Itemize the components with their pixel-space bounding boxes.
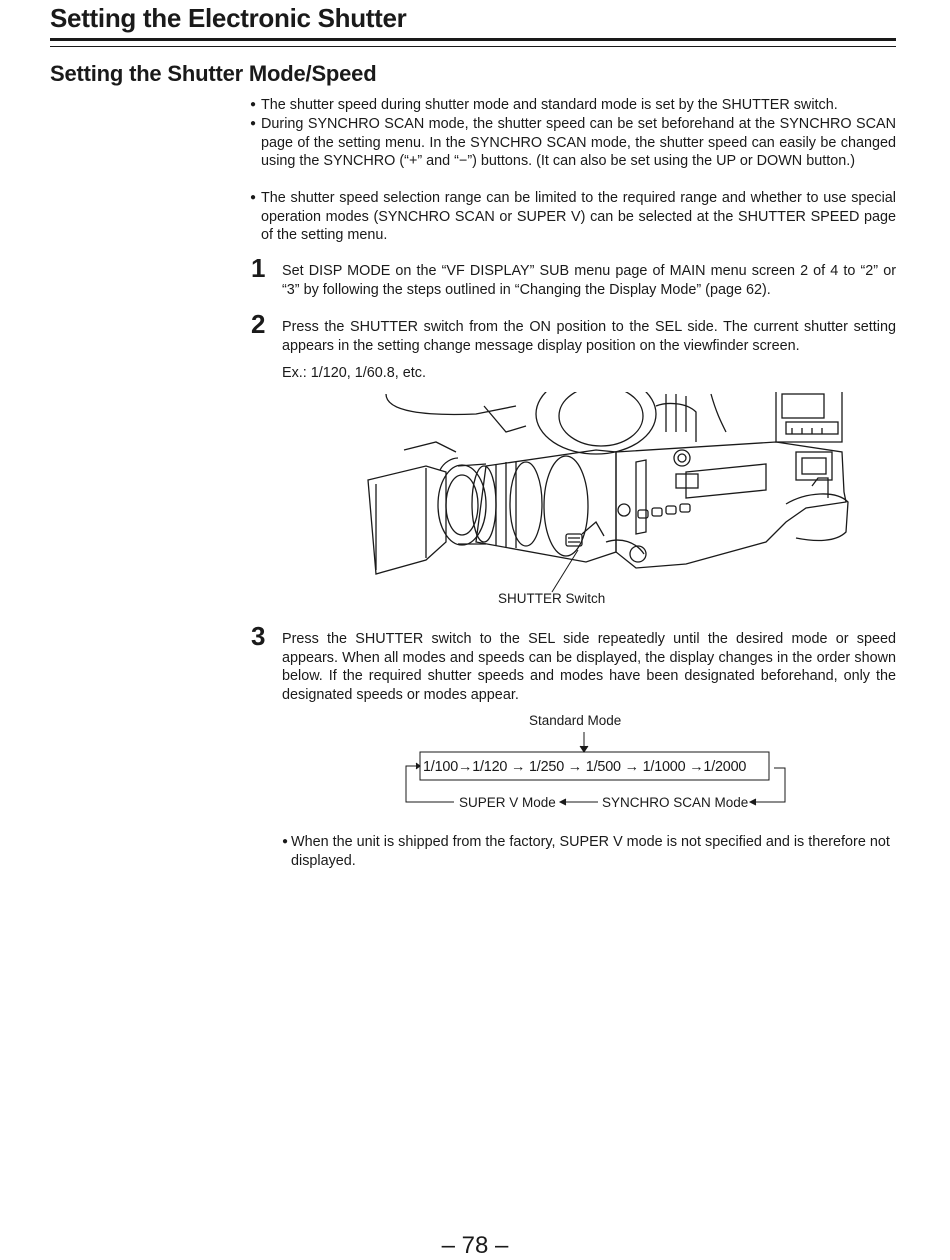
- camera-illustration: [366, 392, 852, 612]
- step-number: 2: [251, 309, 266, 339]
- title-rule-thick: [50, 38, 896, 41]
- standard-mode-label: Standard Mode: [529, 713, 622, 728]
- super-v-mode-label: SUPER V Mode: [459, 795, 556, 810]
- section-title: Setting the Shutter Mode/Speed: [50, 61, 377, 86]
- bullet-dot-icon: ●: [250, 192, 257, 203]
- bullet-text: During SYNCHRO SCAN mode, the shutter speed can be set beforehand at the SYNCHRO SCAN page of the setting menu. In the SYNCHRO SCAN mode, the shutter speed can easily be changed using the SYNCHRO (“+” and “−”) buttons. (It can also be set using the UP or DOWN button.): [261, 116, 896, 170]
- bullet-item: [250, 96, 896, 115]
- step-example: Ex.: 1/120, 1/60.8, etc.: [282, 365, 426, 381]
- bullet-dot-icon: ●: [250, 99, 257, 110]
- page-number: – 78 –: [441, 1232, 509, 1259]
- camera-handle: [386, 394, 516, 414]
- camera-body: [616, 442, 846, 568]
- figure-caption: SHUTTER Switch: [498, 591, 606, 606]
- shutter-speed-sequence: 1/100→1/120 → 1/250 → 1/500 → 1/1000 →1/2000: [423, 759, 747, 775]
- step-text: Press the SHUTTER switch to the SEL side repeatedly until the desired mode or speed appears. When all modes and speeds can be displayed, the display changes in the order shown below. If the required shutter speeds and modes have been designated beforehand, only the designated speeds or modes appear.: [282, 631, 896, 704]
- bullet-item: [250, 115, 896, 171]
- note-bullet: [282, 833, 896, 870]
- step-text: Press the SHUTTER switch from the ON position to the SEL side. The current shutter setting appears in the setting change message display position on the viewfinder screen.: [282, 319, 896, 354]
- bullet-dot-icon: ●: [250, 118, 257, 129]
- page-title: Setting the Electronic Shutter: [50, 3, 407, 33]
- lens-barrel: [476, 450, 616, 562]
- synchro-scan-mode-label: SYNCHRO SCAN Mode: [602, 795, 749, 810]
- step-number: 3: [251, 621, 266, 651]
- bullet-item: [250, 189, 896, 245]
- title-rule-thin: [50, 46, 896, 47]
- step-number: 1: [251, 253, 266, 283]
- bullet-text: The shutter speed selection range can be limited to the required range and whether to use special operation modes (SYNCHRO SCAN or SUPER V) can be selected at the SHUTTER SPEED page of the setting menu.: [261, 190, 896, 244]
- step-text: Set DISP MODE on the “VF DISPLAY” SUB menu page of MAIN menu screen 2 of 4 to “2” or “3” by following the steps outlined in “Changing the Display Mode” (page 62).: [282, 263, 896, 298]
- bullet-dot-icon: ●: [282, 836, 289, 847]
- note-text: When the unit is shipped from the factory, SUPER V mode is not specified and is therefore not displayed.: [291, 834, 890, 869]
- bullet-text: The shutter speed during shutter mode and standard mode is set by the SHUTTER switch.: [261, 97, 838, 113]
- lens-hood: [368, 466, 446, 574]
